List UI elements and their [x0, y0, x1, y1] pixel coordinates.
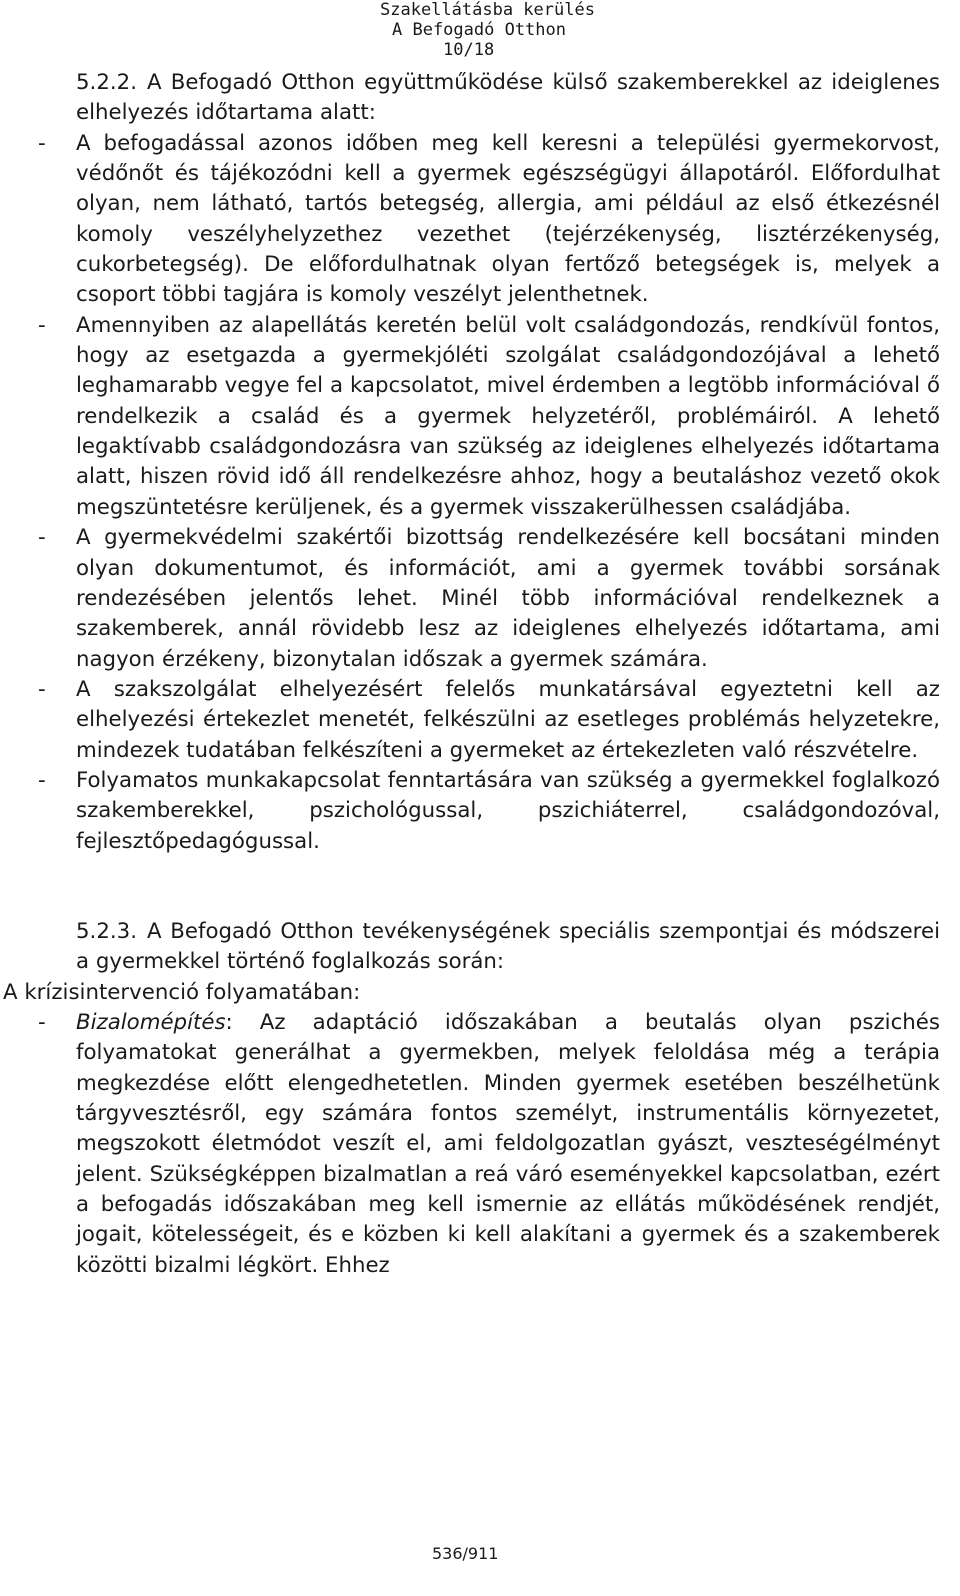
bullet-dash: - — [38, 525, 46, 551]
bullet-dash: - — [38, 312, 46, 338]
document-body — [0, 68, 960, 1281]
list-item-text: A gyermekvédelmi szakértői bizottság rendelkezésére kell bocsátani minden olyan dokumentumot, és információt, ami a gyermek további sorsának rendezésében jelentős lehet. Minél több információval rendelkeznek a szakemberek, annál rövidebb lesz az ideiglenes elhelyezés időtartama, ami nagyon érzékeny, bizonytalan időszak a gyermek számára. — [76, 525, 940, 672]
bullet-dash: - — [38, 676, 46, 702]
bullet-dash: - — [38, 767, 46, 793]
list-item-term: Bizalomépítés — [76, 1009, 226, 1035]
section-title: A Befogadó Otthon tevékenységének speciális szempontjai és módszerei a gyermekkel történő foglalkozás során: — [76, 918, 940, 975]
list-item-text: Amennyiben az alapellátás keretén belül volt családgondozás, rendkívül fontos, hogy az esetgazda a gyermekjóléti szolgálat családgondozójával a lehető leghamarabb vegye fel a kapcsolatot, mivel érdemben a legtöbb információval ő rendelkezik a család és a gyermek helyzetéről, problémáiról. A lehető legaktívabb családgondozásra van szükség az ideiglenes elhelyezés időtartama alatt, hiszen rövid idő áll rendelkezésre ahhoz, hogy a beutaláshoz vezető okok megszüntetésre kerüljenek, és a gyermek visszakerülhessen családjába. — [76, 312, 940, 520]
header-page-index: 10/18 — [443, 40, 495, 60]
list-item — [0, 523, 960, 675]
page-number: 536/911 — [432, 1544, 499, 1563]
list-item — [0, 311, 960, 523]
paragraph-spacer — [0, 857, 960, 917]
header-section-title: A Befogadó Otthon — [392, 20, 566, 40]
section-title: A Befogadó Otthon együttműködése külső szakemberekkel az ideiglenes elhelyezés időtartama alatt: — [76, 70, 940, 126]
bullet-dash: - — [38, 130, 46, 156]
list-item — [0, 766, 960, 857]
list-item — [0, 129, 960, 311]
list-item-text: : Az adaptáció időszakában a beutalás olyan pszichés folyamatokat generálhat a gyermekben, melyek feloldása még a terápia megkezdése előtt elengedhetetlen. Minden gyermek esetében beszélhetünk tárgyvesztésről, egy számára fontos személyt, instrumentális környezetet, megszokott életmódot veszít el, ami feldolgozatlan gyászt, veszteségélményt jelent. Szükségképpen bizalmatlan a reá váró eseményekkel kapcsolatban, ezért a befogadás időszakában meg kell ismernie az ellátás működésének rendjét, jogait, kötelességeit, és e közben ki kell alakítani a gyermek és a szakemberek közötti bizalmi légkört. Ehhez — [76, 1009, 940, 1278]
section-number: 5.2.2. — [76, 70, 137, 95]
list-item-text: Folyamatos munkakapcsolat fenntartására van szükség a gyermekkel foglalkozó szakemberekkel, pszichológussal, pszichiáterrel, családgondozóval, fejlesztőpedagógussal. — [76, 767, 940, 854]
subsection-intro: A krízisintervenció folyamatában: — [3, 979, 361, 1005]
header-document-title: Szakellátásba kerülés — [380, 0, 595, 20]
list-item-text: A befogadással azonos időben meg kell keresni a települési gyermekorvost, védőnőt és tájékozódni kell a gyermek egészségügyi állapotáról. Előfordulhat olyan, nem látható, tartós betegség, allergia, ami például az első étkezésnél komoly veszélyhelyzethez vezethet (tejérzékenység, lisztérzékenység, cukorbetegség). De előfordulhatnak olyan fertőző betegségek is, melyek a csoport többi tagjára is komoly veszélyt jelenthetnek. — [76, 130, 940, 308]
section-heading-5-2-3 — [0, 917, 960, 978]
list-item — [0, 1008, 960, 1281]
section-number: 5.2.3. — [76, 918, 137, 944]
list-item — [0, 675, 960, 766]
bullet-dash: - — [38, 1009, 46, 1035]
section-heading-5-2-2 — [0, 68, 960, 129]
list-item-text: A szakszolgálat elhelyezésért felelős munkatársával egyeztetni kell az elhelyezési értekezlet menetét, felkészülni az esetleges problémás helyzetekre, mindezek tudatában felkészíteni a gyermeket az értekezleten való részvételre. — [76, 676, 940, 763]
